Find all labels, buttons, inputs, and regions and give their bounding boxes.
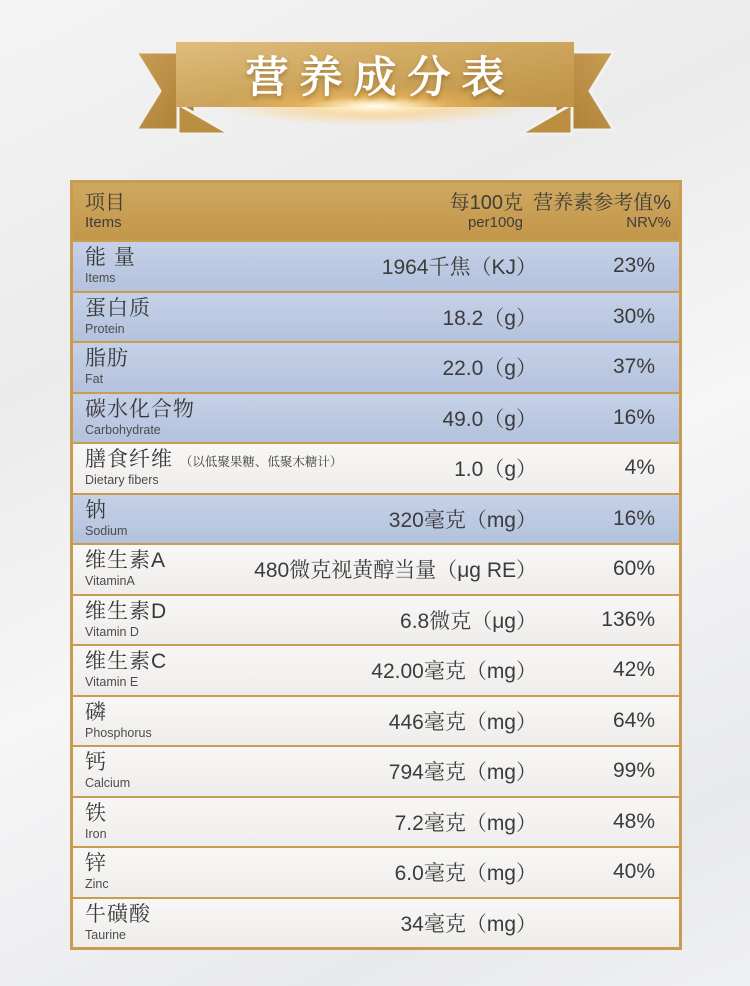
- nutrient-name-cn: 蛋白质: [85, 296, 151, 320]
- nutrient-nrv: 64%: [612, 708, 655, 732]
- nutrient-amount: 34毫克（mg）: [400, 912, 537, 936]
- table-row: [73, 240, 679, 291]
- nutrient-name-en: Carbohydrate: [85, 422, 161, 437]
- table-row: [73, 493, 679, 544]
- table-row: [73, 442, 679, 493]
- header-item-column: [85, 192, 450, 232]
- table-row: [73, 796, 679, 847]
- nutrient-name-cn: 钠: [85, 498, 107, 522]
- nutrient-name-en: Calcium: [85, 776, 131, 791]
- nutrient-label: [85, 650, 371, 690]
- nutrient-label: [85, 751, 389, 791]
- nutrient-amount: 49.0（g）: [442, 407, 537, 431]
- nutrient-label: [85, 852, 395, 892]
- title-ribbon: [0, 0, 750, 160]
- table-row: [73, 695, 679, 746]
- nutrient-name-en: Iron: [85, 826, 107, 841]
- nutrient-amount: 446毫克（mg）: [388, 710, 537, 734]
- nutrient-nrv: 16%: [612, 405, 655, 429]
- nutrient-nrv: 37%: [612, 355, 655, 379]
- nutrient-nrv: 30%: [612, 304, 655, 328]
- table-row: [73, 291, 679, 342]
- nutrition-table: [70, 180, 682, 950]
- nutrient-nrv: 48%: [612, 809, 655, 833]
- nutrient-label: [85, 448, 454, 488]
- nutrient-name-en: Dietary fibers: [85, 473, 159, 488]
- nutrient-name-en: Phosphorus: [85, 725, 152, 740]
- nutrient-nrv: 60%: [612, 557, 655, 581]
- table-row: [73, 341, 679, 392]
- nutrient-name-cn: 钙: [85, 751, 107, 775]
- nutrient-nrv: 23%: [612, 254, 655, 278]
- nutrient-label: [85, 549, 254, 589]
- header-item-cn: 项目: [85, 191, 125, 214]
- nutrient-name-en: VitaminA: [85, 574, 135, 589]
- nutrient-label: [85, 246, 382, 286]
- header-amount-cn: 每100克: [449, 191, 523, 214]
- header-nrv-column: [523, 192, 671, 232]
- nutrient-amount: 22.0（g）: [442, 357, 537, 381]
- nutrient-label: [85, 600, 400, 640]
- nutrient-amount: 320毫克（mg）: [388, 508, 537, 532]
- nutrient-amount: 1.0（g）: [454, 458, 537, 482]
- nutrient-amount: 6.0毫克（mg）: [394, 862, 537, 886]
- table-row: [73, 644, 679, 695]
- header-nrv-en: NRV%: [626, 213, 671, 231]
- table-row: [73, 897, 679, 948]
- nutrient-nrv: 99%: [612, 759, 655, 783]
- table-row: [73, 846, 679, 897]
- nutrient-name-cn: 碳水化合物: [85, 397, 195, 421]
- header-item-en: Items: [85, 213, 122, 231]
- nutrient-name-en: Vitamin E: [85, 675, 139, 690]
- nutrient-name-en: Taurine: [85, 927, 126, 942]
- nutrient-name-en: Fat: [85, 372, 104, 387]
- nutrient-name-cn: 锌: [85, 852, 107, 876]
- nutrient-label: [85, 802, 395, 842]
- table-row: [73, 392, 679, 443]
- header-amount-column: [450, 192, 523, 232]
- nutrient-name-cn: 磷: [85, 700, 107, 724]
- nutrient-amount: 18.2（g）: [442, 306, 537, 330]
- nutrient-name-en: Vitamin D: [85, 624, 139, 639]
- nutrient-name-en: Zinc: [85, 877, 109, 892]
- nutrient-nrv: 16%: [612, 506, 655, 530]
- nutrient-amount: 42.00毫克（mg）: [371, 660, 537, 684]
- nutrient-nrv: 4%: [624, 456, 655, 480]
- nutrient-name-cn: 牛磺酸: [85, 902, 151, 926]
- nutrient-amount: 480微克视黄醇当量（μg RE）: [254, 559, 537, 583]
- nutrient-label: [85, 297, 442, 337]
- nutrient-name-cn: 维生素A: [85, 549, 167, 573]
- nutrient-amount: 1964千焦（KJ）: [381, 256, 537, 280]
- nutrient-label: [85, 903, 400, 943]
- nutrient-label: [85, 398, 442, 438]
- nutrient-name-cn: 维生素C: [85, 650, 168, 674]
- nutrient-name-en: Protein: [85, 321, 125, 336]
- header-amount-en: per100g: [467, 213, 523, 231]
- nutrient-label: [85, 347, 442, 387]
- nutrient-name-en: Items: [85, 271, 116, 286]
- nutrient-amount: 794毫克（mg）: [388, 761, 537, 785]
- nutrient-name-cn: 能 量: [85, 246, 136, 270]
- nutrient-name-cn: 脂肪: [85, 347, 129, 371]
- page-title: 营养成分表: [245, 54, 516, 102]
- table-row: [73, 543, 679, 594]
- table-body: [73, 240, 679, 947]
- nutrient-label: [85, 499, 389, 539]
- nutrient-name-cn: 维生素D: [85, 599, 168, 623]
- header-nrv-cn: 营养素参考值%: [533, 191, 671, 214]
- nutrient-name-en: Sodium: [85, 523, 128, 538]
- table-row: [73, 745, 679, 796]
- table-header: [73, 183, 679, 240]
- table-row: [73, 594, 679, 645]
- nutrient-nrv: 136%: [601, 607, 655, 631]
- nutrient-note: （以低聚果糖、低聚木糖计）: [179, 455, 343, 470]
- nutrient-name-cn: 铁: [85, 801, 107, 825]
- nutrient-amount: 6.8微克（μg）: [400, 609, 537, 633]
- nutrient-amount: 7.2毫克（mg）: [394, 811, 537, 835]
- nutrient-nrv: 42%: [612, 658, 655, 682]
- nutrient-name-cn: 膳食纤维: [85, 448, 173, 472]
- nutrient-label: [85, 701, 389, 741]
- nutrient-nrv: 40%: [612, 860, 655, 884]
